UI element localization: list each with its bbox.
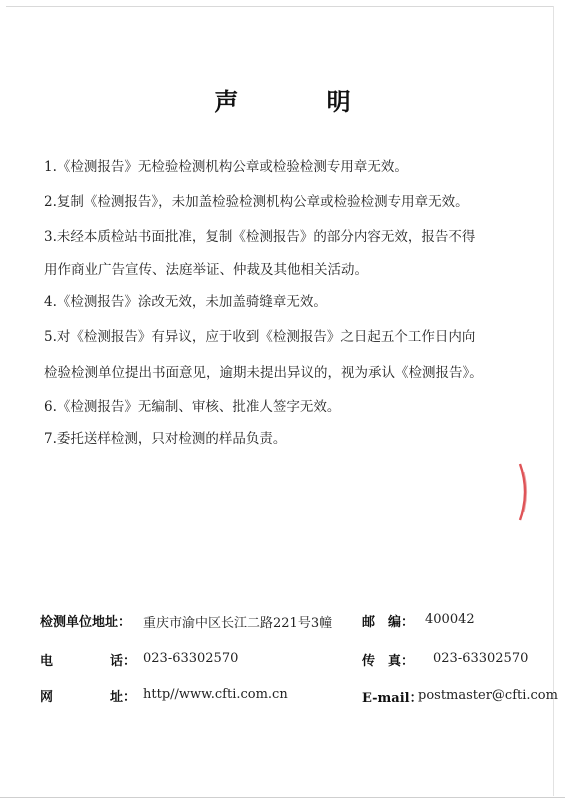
page-title: 声 明 [214,87,391,116]
statement-item-5-continued: 检验检测单位提出书面意见，逾期未提出异议的，视为承认《检测报告》。 [44,365,483,381]
postcode-value: 400042 [425,612,475,627]
postcode-label: 邮 编： [362,615,415,630]
website-label-right: 址： [110,690,137,705]
statement-item-1: 1.《检测报告》无检验检测机构公章或检验检测专用章无效。 [44,159,408,175]
email-value: postmaster@cfti.com [418,688,558,703]
email-label: E-mail： [362,691,423,706]
statement-item-5: 5.对《检测报告》有异议，应于收到《检测报告》之日起五个工作日内向 [44,329,476,345]
scan-edge-right [553,6,554,796]
phone-label-left: 电 [40,654,54,669]
statement-item-3-continued: 用作商业广告宣传、法庭举证、仲裁及其他相关活动。 [44,262,368,278]
phone-value: 023-63302570 [143,651,239,666]
scan-edge-bottom [0,797,565,798]
scan-edge-top [6,6,554,7]
statement-item-4: 4.《检测报告》涂改无效，未加盖骑缝章无效。 [44,294,327,310]
phone-label-right: 话： [110,654,137,669]
website-value: http//www.cfti.com.cn [143,687,288,702]
fax-label: 传 真： [362,654,415,669]
statement-item-6: 6.《检测报告》无编制、审核、批准人签字无效。 [44,399,341,415]
statement-item-3: 3.未经本质检站书面批准，复制《检测报告》的部分内容无效，报告不得 [44,229,476,245]
seal-stamp-icon [516,462,532,522]
statement-item-7: 7.委托送样检测，只对检测的样品负责。 [44,431,287,447]
website-label-left: 网 [40,690,54,705]
address-label: 检测单位地址： [40,615,132,630]
fax-value: 023-63302570 [433,651,529,666]
address-value: 重庆市渝中区长江二路221号3幢 [143,616,333,631]
statement-item-2: 2.复制《检测报告》，未加盖检验检测机构公章或检验检测专用章无效。 [44,194,469,210]
